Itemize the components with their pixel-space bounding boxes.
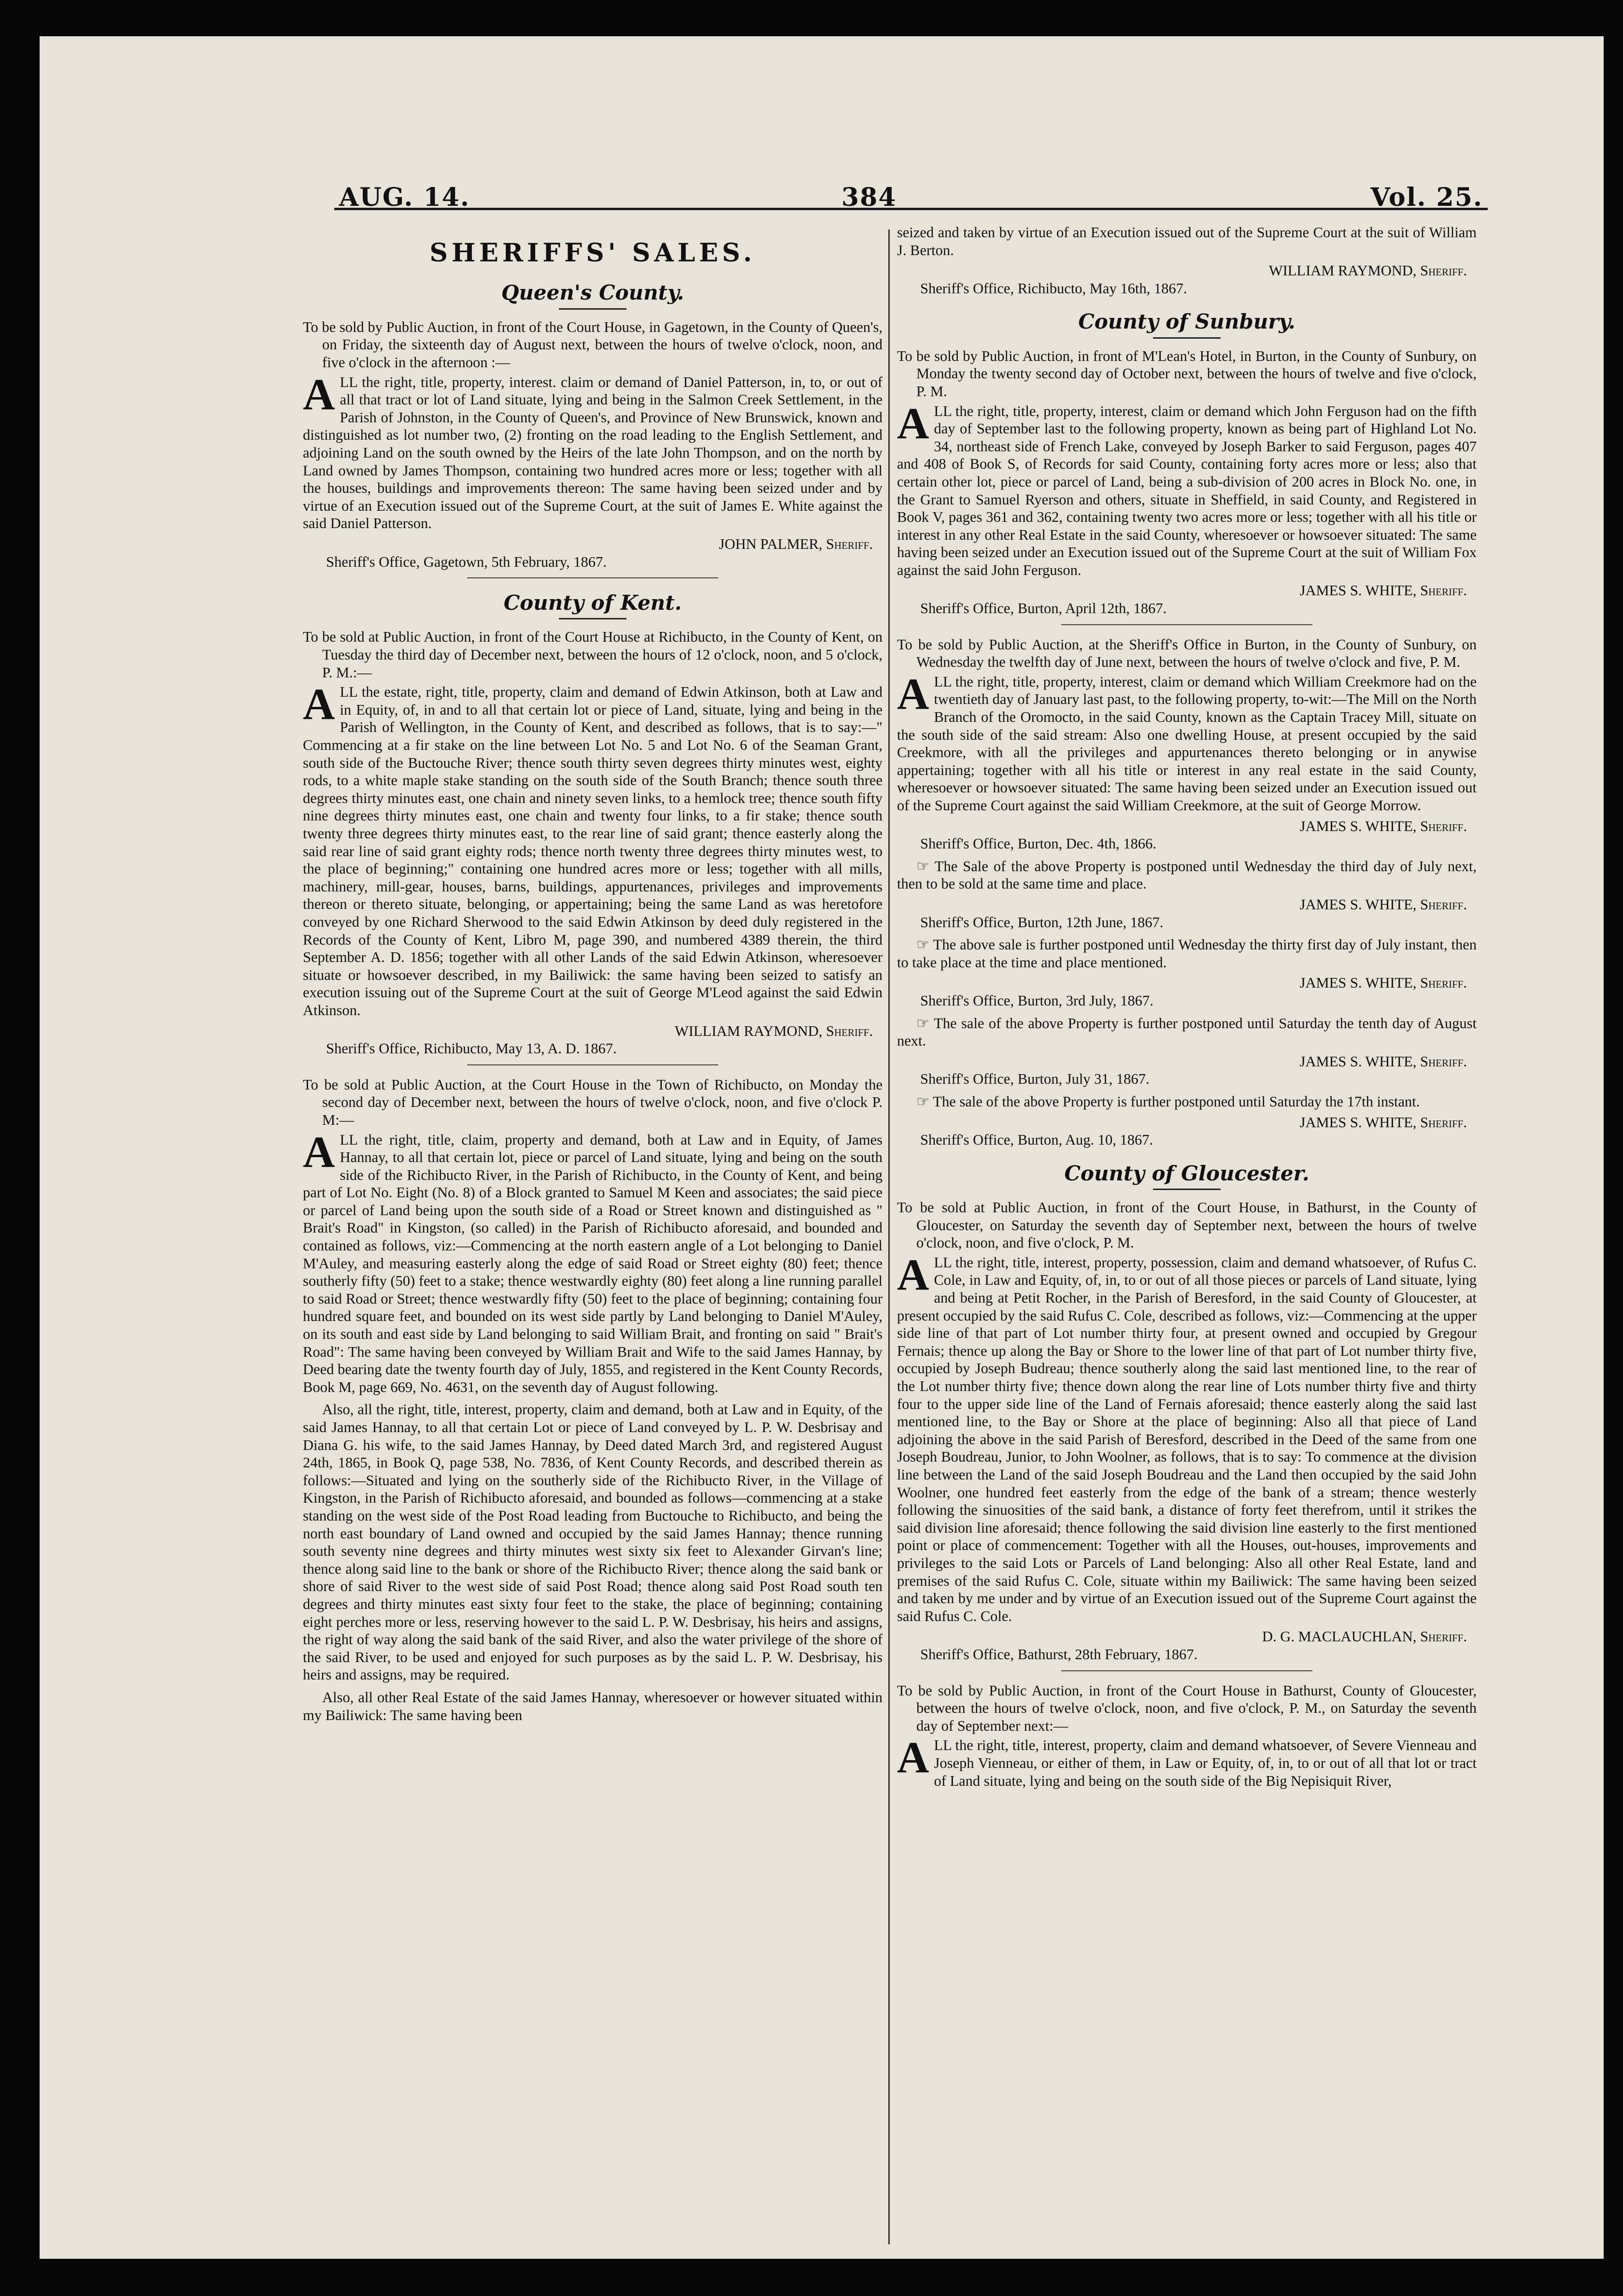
newspaper-page xyxy=(40,36,1604,2259)
sheriff-title: Sheriff. xyxy=(1420,1114,1467,1131)
sheriff-name: JAMES S. WHITE, xyxy=(1299,1053,1417,1070)
drop-cap: A xyxy=(303,369,335,419)
office-dateline: Sheriff's Office, Burton, 3rd July, 1867. xyxy=(920,992,1153,1009)
sheriff-title: Sheriff. xyxy=(1420,1628,1467,1645)
postponement-note: ☞ The sale of the above Property is further postponed until Saturday the tenth day of August next. xyxy=(897,1015,1477,1049)
header-date: AUG. 14. xyxy=(339,183,470,212)
notice-body xyxy=(303,369,883,532)
sheriff-name: WILLIAM RAYMOND, xyxy=(1268,262,1417,279)
notice-body xyxy=(303,1127,883,1396)
notice-text: LL the right, title, property, interest, claim or demand which William Creekmore had on the twentieth day of January last past, to the following property, to-wit:—The Mill on the North Branch of the Oromocto, in the said County, known as the Captain Tracey Mill, situate on the south side of the said stream: Also one dwelling House, at present occupied by the said Creekmore, with all the privileges and appurtenances thereto belonging or in anywise appertaining; together with all his title or interest in any real estate in the said County, wheresoever or howsoever situated: The same having been seized under an Execution issued out of the Supreme Court against the said William Creekmore, at the suit of George Morrow. xyxy=(897,673,1477,814)
sheriff-signature xyxy=(897,1628,1467,1646)
sheriff-title: Sheriff. xyxy=(1420,1053,1467,1070)
column-divider xyxy=(888,230,890,2244)
drop-cap: A xyxy=(897,1249,929,1299)
notice-body xyxy=(303,679,883,1019)
office-dateline: Sheriff's Office, Gagetown, 5th February, 1867. xyxy=(326,553,607,570)
notice-intro: To be sold by Public Auction, in front of M'Lean's Hotel, in Burton, in the County of Sunbury, on Monday the twenty second day of October next, between the hours of twelve and five o'clock, P. M. xyxy=(897,347,1477,400)
postponement-note: ☞ The sale of the above Property is further postponed until Saturday the 17th instant. xyxy=(916,1093,1420,1110)
heading-rule xyxy=(559,618,626,619)
sheriff-title: Sheriff. xyxy=(1420,975,1467,991)
notice-text: LL the estate, right, title, property, claim and demand of Edwin Atkinson, both at Law and in Equity, of, in and to all that certain lot or piece of Land, situate, lying and being in the Parish of Wellington, in the County of Kent, and described as follows, that is to say:—" Commencing at a fir stake on the line between Lot No. 5 and Lot No. 6 of the Seaman Grant, south side of the Buctouche River; thence south thirty seven degrees thirty minutes west, eighty rods, to a white maple stake standing on the south side of the South Branch; thence south three degrees thirty minutes east, one chain and ninety seven links, to a hemlock tree; thence south fifty nine degrees thirty minutes east, one chain and twenty four links, to a fir stake; thence south twenty three degrees thirty minutes east, to the rear line of said grant; thence easterly along the said rear line of said grant eighty rods; thence north twenty three degrees thirty minutes west, to the place of beginning;" containing one hundred acres more or less; together with all mills, machinery, mill-gear, houses, barns, buildings, appurtenances, privileges and improvements thereon or thereto situate, belonging, or appertaining; being the same Land as was heretofore conveyed by one Richard Sherwood to the said Edwin Atkinson by deed duly registered in the Records of the County of Kent, Libro M, page 390, and numbered 4389 therein, the third September A. D. 1856; together with all other Lands of the said Edwin Atkinson, wheresoever situate or howsoever described, in my Bailiwick: the same having been seized to satisfy an execution issuing out of the Supreme Court at the suit of George M'Leod against the said Edwin Atkinson. xyxy=(303,684,883,1019)
notice-intro: To be sold at Public Auction, in front of the Court House, in Bathurst, in the County of Gloucester, on Saturday the seventh day of September next, between the hours of twelve o'clock, noon, and five o'clock, P. M. xyxy=(897,1199,1477,1251)
separator xyxy=(1061,624,1312,625)
office-dateline: Sheriff's Office, Bathurst, 28th February, 1867. xyxy=(920,1646,1198,1663)
page-number: 384 xyxy=(841,183,897,212)
sheriff-title: Sheriff. xyxy=(1420,818,1467,834)
drop-cap: A xyxy=(897,1733,929,1782)
drop-cap: A xyxy=(897,398,929,448)
section-heading-gloucester: County of Gloucester. xyxy=(1064,1161,1310,1185)
postponement-note: ☞ The Sale of the above Property is postponed until Wednesday the third day of July next, then to be sold at the same time and place. xyxy=(897,858,1477,892)
sheriff-name: JOHN PALMER, xyxy=(719,535,823,552)
heading-rule xyxy=(559,308,626,310)
section-heading-queens: Queen's County. xyxy=(501,281,684,305)
notice-intro: To be sold by Public Auction, at the Sheriff's Office in Burton, in the County of Sunbury, on Wednesday the twelfth day of June next, between the hours of twelve o'clock and five, P. M. xyxy=(897,636,1477,671)
sheriff-name: JAMES S. WHITE, xyxy=(1299,1114,1417,1131)
separator xyxy=(467,1064,718,1065)
sheriff-signature xyxy=(897,1053,1467,1071)
notice-paragraph: Also, all the right, title, interest, property, claim and demand, both at Law and in Equity, of the said James Hannay, to all that certain Lot or piece of Land conveyed by L. P. W. Desbrisay and Diana G. his wife, to the said James Hannay, by Deed dated March 3rd, and registered August 24th, 1865, in Book Q, page 538, No. 7836, of Kent County Records, and described therein as follows:—Situated and lying on the southerly side of the Richibucto River, in the Village of Kingston, in the Parish of Richibucto aforesaid, and bounded as follows—commencing at a stake standing on the west side of the Post Road leading from Buctouche to Richibucto, and being the north east boundary of Land owned and occupied by the said James Hannay; thence running south seventy nine degrees and thirty minutes west sixty six feet to Alexander Girvan's line; thence along said line to the bank or shore of the Richibucto River; thence along the said bank or shore of said River to the west side of said Post Road; thence along said Post Road south ten degrees and thirty minutes east sixty four feet to the stake, the place of beginning; containing eight perches more or less, reserving however to the said L. P. W. Desbrisay, his heirs and assigns, the right of way along the said bank of the said River, and also the water privilege of the shore of the said River, to be used and enjoyed for such purposes as by the said L. P. W. Desbrisay, his heirs and assigns, may be required. xyxy=(303,1401,883,1683)
sheriff-name: D. G. MACLAUCHLAN, xyxy=(1262,1628,1417,1645)
notice-text: LL the right, title, property, interest, claim or demand which John Ferguson had on the fifth day of September last to the following property, known as being part of Highland Lot No. 34, northeast side of French Lake, conveyed by Joseph Barker to said Ferguson, pages 407 and 408 of Book S, of Records for said County, containing forty acres more or less; also that certain other lot, piece or parcel of Land, being a sub-division of 200 acres in Block No. one, in the Grant to Samuel Ryerson and others, situate in Sheffield, in said County, and Registered in Book V, pages 361 and 362, containing twenty two acres more or less; together with all his title or interest in any other Real Estate in the said County, wheresoever or howsoever situated: The same having been seized under an Execution issued out of the Supreme Court at the suit of William Fox against the said John Ferguson. xyxy=(897,402,1477,578)
section-heading-kent: County of Kent. xyxy=(503,591,682,615)
drop-cap: A xyxy=(303,1127,335,1177)
notice-body xyxy=(897,669,1477,815)
sheriff-signature xyxy=(897,262,1467,280)
notice-body xyxy=(897,398,1477,579)
notice-body xyxy=(897,1733,1477,1790)
heading-rule xyxy=(1153,1189,1221,1190)
page-header xyxy=(334,145,1488,210)
heading-rule xyxy=(1153,337,1221,339)
sheriff-signature xyxy=(303,1022,873,1040)
sheriff-title: Sheriff. xyxy=(1420,262,1467,279)
notice-paragraph: Also, all other Real Estate of the said James Hannay, wheresoever or however situated within my Bailiwick: The same having been xyxy=(303,1689,883,1723)
right-column xyxy=(897,224,1477,2243)
sheriff-signature xyxy=(897,582,1467,600)
office-dateline: Sheriff's Office, Burton, 12th June, 1867. xyxy=(920,914,1164,931)
sheriff-signature xyxy=(897,896,1467,914)
sheriff-name: JAMES S. WHITE, xyxy=(1299,896,1417,913)
left-column xyxy=(303,224,883,2243)
sheriff-name: JAMES S. WHITE, xyxy=(1299,818,1417,834)
sheriff-title: Sheriff. xyxy=(1420,896,1467,913)
separator xyxy=(467,577,718,578)
sheriff-name: JAMES S. WHITE, xyxy=(1299,975,1417,991)
office-dateline: Sheriff's Office, Burton, Aug. 10, 1867. xyxy=(920,1132,1153,1148)
sheriff-title: Sheriff. xyxy=(826,535,873,552)
office-dateline: Sheriff's Office, Burton, Dec. 4th, 1866. xyxy=(920,835,1156,852)
page-title: SHERIFFS' SALES. xyxy=(429,238,756,268)
sheriff-signature xyxy=(897,1114,1467,1132)
notice-text: LL the right, title, interest, property, possession, claim and demand whatsoever, of Rufus C. Cole, in Law and Equity, of, in, to or out of all those pieces or parcels of Land situate, lying and being at Petit Rocher, in the Parish of Beresford, in the said County of Gloucester, at present occupied by the said Rufus C. Cole, described as follows, viz:—Commencing at the upper side line of that part of Lot number thirty four, at present owned and occupied by Gregour Fernais; thence up along the Bay or Shore to the lower line of that part of Lot number thirty five, occupied by Joseph Budreau; thence southerly along the said last mentioned line, to the rear of the Lot number thirty five; thence down along the rear line of Lots number thirty five and thirty four to the upper side line of the Land of Fernais aforesaid; thence easterly along the said last mentioned line, to the Bay or Shore at the place of beginning: Also all that piece of Land adjoining the above in the said Parish of Beresford, described in the Deed of the same from one Joseph Boudreau, Junior, to John Woolner, as follows, that is to say: To commence at the division line between the Land of the said Joseph Boudreau and the Land then occupied by the said John Woolner, one hundred feet easterly from the edge of the bank of a stream; thence westerly following the sinuosities of the said bank, a distance of forty feet therefrom, until it strikes the said division line aforesaid; thence following the said division line easterly to the first mentioned point or place of commencement: Together with all the Houses, out-houses, improvements and privileges to the said Lots or Parcels of Land belonging: Also all other Real Estate, land and premises of the said Rufus C. Cole, situate within my Bailiwick: The same having been seized and taken by me under and by virtue of an Execution issued out of the Supreme Court against the said Rufus C. Cole. xyxy=(897,1254,1477,1624)
sheriff-title: Sheriff. xyxy=(1420,582,1467,599)
drop-cap: A xyxy=(897,669,929,718)
notice-text: LL the right, title, property, interest. claim or demand of Daniel Patterson, in, to, or out of all that tract or lot of Land situate, lying and being in the Salmon Creek Settlement, in the Parish of Johnston, in the County of Queen's, and Province of New Brunswick, known and distinguished as lot number two, (2) fronting on the road leading to the English Settlement, and adjoining Land on the south owned by the Heirs of the late John Thompson, and on the north by Land owned by James Thompson, containing two hundred acres more or less; together with all the houses, buildings and improvements thereon: The same having been seized under and by virtue of an Execution issued out of the Supreme Court, at the suit of James E. White against the said Daniel Patterson. xyxy=(303,373,883,532)
section-heading-sunbury: County of Sunbury. xyxy=(1078,310,1296,334)
sheriff-signature xyxy=(897,974,1467,992)
notice-intro: To be sold at Public Auction, at the Court House in the Town of Richibucto, on Monday the second day of December next, between the hours of twelve o'clock, noon, and five o'clock P. M:— xyxy=(303,1076,883,1128)
notice-intro: To be sold by Public Auction, in front of the Court House in Bathurst, County of Gloucester, between the hours of twelve o'clock, noon, and five o'clock, P. M., on Saturday the seventh day of September next:— xyxy=(897,1682,1477,1734)
postponement-note: ☞ The above sale is further postponed until Wednesday the thirty first day of July instant, then to take place at the time and place mentioned. xyxy=(897,936,1477,971)
sheriff-name: JAMES S. WHITE, xyxy=(1299,582,1417,599)
sheriff-signature xyxy=(303,535,873,553)
notice-text: LL the right, title, claim, property and demand, both at Law and in Equity, of James Hannay, to all that certain lot, piece or parcel of Land situate, lying and being on the south side of the Richibucto River, in the Parish of Richibucto, in the County of Kent, and being part of Lot No. Eight (No. 8) of a Block granted to Samuel M Keen and associates; the said piece or parcel of Land being upon the south side of a Road or Street known and distinguished as " Brait's Road" in Kingston, (so called) in the Parish of Richibucto aforesaid, and bounded and contained as follows, viz:—Commencing at the north eastern angle of a Lot belonging to Daniel M'Auley, and measuring easterly along the edge of said Road or Street eighty (80) feet; thence southerly fifty (50) feet to a stake; thence westwardly eighty (80) feet along a line running parallel to said Road or Street; thence westwardly fifty (50) feet to the place of beginning; containing four hundred square feet, and bounded on its west side partly by Land belonging to Daniel M'Auley, on its south and east side by Land belonging to said William Brait, and fronting on said " Brait's Road": The same having been conveyed by William Brait and Wife to the said James Hannay, by Deed bearing date the twenty fourth day of July, 1855, and registered in the Kent County Records, Book M, page 669, No. 4631, on the seventh day of August following. xyxy=(303,1131,883,1395)
notice-continuation: seized and taken by virtue of an Execution issued out of the Supreme Court at the suit of William J. Berton. xyxy=(897,224,1477,258)
notice-intro: To be sold by Public Auction, in front of the Court House, in Gagetown, in the County of Queen's, on Friday, the sixteenth day of August next, between the hours of twelve o'clock, noon, and five o'clock in the afternoon :— xyxy=(303,318,883,371)
notice-intro: To be sold at Public Auction, in front of the Court House at Richibucto, in the County of Kent, on Tuesday the third day of December next, between the hours of 12 o'clock, noon, and 5 o'clock, P. M.:— xyxy=(303,629,883,681)
office-dateline: Sheriff's Office, Burton, July 31, 1867. xyxy=(920,1071,1150,1088)
sheriff-name: WILLIAM RAYMOND, xyxy=(674,1022,823,1039)
drop-cap: A xyxy=(303,679,335,729)
sheriff-signature xyxy=(897,818,1467,835)
volume-number: Vol. 25. xyxy=(1370,183,1483,212)
notice-text: LL the right, title, interest, property, claim and demand whatsoever, of Severe Vienneau and Joseph Vienneau, or either of them, in Law or Equity, of, in, to or out of all that lot or tract of Land situate, lying and being on the south side of the Big Nepisiquit River, xyxy=(934,1737,1477,1789)
separator xyxy=(1061,1670,1312,1671)
office-dateline: Sheriff's Office, Burton, April 12th, 1867. xyxy=(920,600,1167,617)
notice-body xyxy=(897,1249,1477,1625)
office-dateline: Sheriff's Office, Richibucto, May 13, A. D. 1867. xyxy=(326,1040,617,1057)
office-dateline: Sheriff's Office, Richibucto, May 16th, 1867. xyxy=(920,280,1187,297)
sheriff-title: Sheriff. xyxy=(826,1022,873,1039)
